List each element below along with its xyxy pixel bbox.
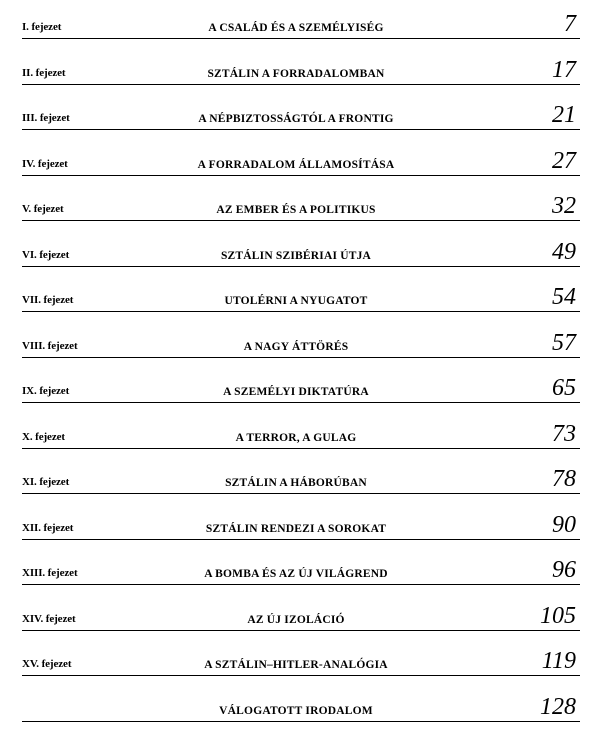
- page-number: 96: [552, 557, 576, 583]
- chapter-number: XII. fejezet: [22, 521, 74, 534]
- toc-entry: [22, 131, 580, 177]
- chapter-number: V. fejezet: [22, 203, 64, 215]
- toc-entry: [22, 40, 580, 86]
- chapter-title: A NÉPBIZTOSSÁGTÓL A FRONTIG: [198, 113, 394, 125]
- chapter-title: A TERROR, A GULAG: [235, 431, 357, 444]
- chapter-title: A FORRADALOM ÁLLAMOSÍTÁSA: [197, 158, 395, 171]
- page-number: 49: [552, 238, 576, 265]
- page-number: 17: [552, 56, 576, 83]
- page-number: 27: [552, 147, 576, 174]
- chapter-title: A SZTÁLIN–HITLER-ANALÓGIA: [204, 659, 388, 671]
- toc-entry: [22, 358, 580, 404]
- chapter-title: AZ EMBER ÉS A POLITIKUS: [216, 204, 376, 216]
- chapter-title: SZTÁLIN A HÁBORÚBAN: [225, 477, 367, 489]
- chapter-title: AZ ÚJ IZOLÁCIÓ: [247, 613, 345, 626]
- chapter-number: VIII. fejezet: [22, 339, 78, 352]
- toc-entry: [22, 631, 580, 677]
- page-number: 90: [552, 511, 576, 538]
- page-number: 32: [552, 193, 576, 219]
- page-number: 54: [552, 284, 576, 310]
- chapter-title: A SZEMÉLYI DIKTATÚRA: [223, 386, 369, 398]
- chapter-number: XIII. fejezet: [22, 567, 78, 579]
- toc-entry: [22, 0, 580, 40]
- toc-entry: [22, 222, 580, 268]
- toc-entry: [22, 267, 580, 313]
- toc-entry: [22, 404, 580, 450]
- page-number: 65: [552, 375, 576, 401]
- chapter-title: VÁLOGATOTT IRODALOM: [219, 704, 373, 717]
- page-number: 21: [552, 102, 576, 128]
- chapter-number: VI. fejezet: [22, 248, 70, 261]
- chapter-number: XV. fejezet: [22, 658, 72, 670]
- toc-entry: [22, 176, 580, 222]
- chapter-number: II. fejezet: [22, 66, 66, 79]
- chapter-title: SZTÁLIN RENDEZI A SOROKAT: [205, 522, 387, 535]
- toc-entry: [22, 85, 580, 131]
- chapter-number: III. fejezet: [22, 112, 70, 124]
- entry-underline: [22, 721, 580, 722]
- chapter-title: A CSALÁD ÉS A SZEMÉLYISÉG: [208, 22, 384, 34]
- page-number: 119: [541, 648, 576, 674]
- toc-entry: [22, 540, 580, 586]
- table-of-contents: [22, 0, 580, 752]
- chapter-title: A NAGY ÁTTÖRÉS: [243, 340, 349, 353]
- toc-entry: [22, 677, 580, 723]
- toc-entry: [22, 449, 580, 495]
- chapter-number: IX. fejezet: [22, 385, 70, 397]
- toc-entry: [22, 313, 580, 359]
- toc-entry: [22, 495, 580, 541]
- chapter-title: A BOMBA ÉS AZ ÚJ VILÁGREND: [204, 568, 388, 580]
- chapter-title: SZTÁLIN SZIBÉRIAI ÚTJA: [220, 249, 372, 262]
- chapter-title: UTOLÉRNI A NYUGATOT: [224, 295, 368, 307]
- page-number: 105: [540, 602, 576, 629]
- page-number: 73: [552, 420, 576, 447]
- chapter-title: SZTÁLIN A FORRADALOMBAN: [207, 67, 385, 80]
- page-number: 57: [552, 329, 576, 356]
- chapter-number: X. fejezet: [22, 430, 65, 443]
- page-number: 128: [540, 693, 576, 720]
- chapter-number: VII. fejezet: [22, 294, 74, 306]
- chapter-number: I. fejezet: [22, 21, 62, 33]
- page-number: 7: [564, 11, 576, 37]
- page-number: 78: [552, 466, 576, 492]
- chapter-number: IV. fejezet: [22, 157, 68, 170]
- chapter-number: XIV. fejezet: [22, 612, 76, 625]
- chapter-number: XI. fejezet: [22, 476, 70, 488]
- toc-entry: [22, 586, 580, 632]
